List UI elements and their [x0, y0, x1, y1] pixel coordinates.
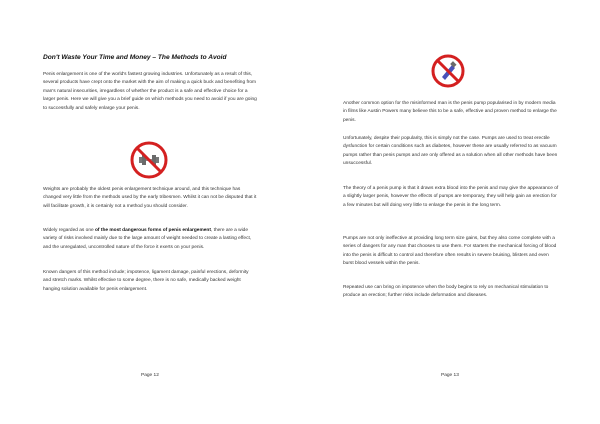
dangerous-text-end: , there are a wide variety of risks involved mainly due to the large amount of weight needed to create a lasting effect, and the unregulated, uncontrolled nature of the force it exerts on your penis.: [43, 228, 252, 250]
paragraph-known-dangers: Known dangers of this method include; impotence, ligament damage, painful erections, deformity and stretch marks. Whilst effective to some degree, there is no safe, medically backed weight hanging solution available for penis enlargement.: [43, 270, 249, 292]
paragraph-pump-impotence: Repeated use can bring on impotence when the body begins to rely on mechanical stimulation to produce an erection; further risks include deformation and diseases.: [343, 285, 549, 299]
paragraph-pump-theory: The theory of a penis pump is that it draws extra blood into the penis and may give the appearance of a slightly larger penis, however the effects of pumps are temporary, they will help gain an erection for a few minutes but will doing very little to enlarge the penis in the long term.: [343, 186, 559, 208]
section-title: Don't Waste Your Time and Money – The Methods to Avoid: [43, 54, 227, 61]
page-number-left: Page 12: [141, 373, 159, 378]
paragraph-pump-intro: Another common option for the misinformed man is the penis pump popularised in by modern media in films like Austin Powers many believe this to be a safe, effective and proven method to enlarge the penis.: [343, 101, 557, 123]
dangerous-text-bold: of the most dangerous forms of penis enlargement: [95, 228, 211, 233]
no-pump-icon: [430, 53, 466, 89]
paragraph-pump-dangers: Pumps are not only ineffective at providing long term size gains, but they also come complete with a series of dangers for any man that chooses to use them. For starters the mechanical forcing of blood into the penis is difficult to control and therefore often results in severe bruising, blisters and even burst blood vessels within the penis.: [343, 236, 557, 267]
no-weights-icon: [129, 140, 169, 180]
paragraph-weights: Weights are probably the oldest penis enlargement technique around, and this technique has changed very little from the methods used by the early tribesmen. Whilst it can not be disputed that it will facilitate growth, it is certainly not a method you should consider.: [43, 187, 257, 209]
right-page: [300, 0, 600, 424]
paragraph-dangerous: [43, 227, 257, 252]
paragraph-intro: Penis enlargement is one of the world's fastest growing industries. Unfortunately as a result of this, several products have crept onto the market with the aim of making a quick buck and benefiting from man's natural insecurities, irregardless of whether the product is a safe and effective choice for a larger penis. Here we will give you a brief guide on which methods you need to avoid if you are going to successfully and safely enlarge your penis.: [43, 72, 257, 111]
page-number-right: Page 13: [441, 373, 459, 378]
paragraph-pump-popularity: Unfortunately, despite their popularity, this is simply not the case. Pumps are used to treat erectile dysfunction for certain conditions such as diabetes, however these are usually referred to as vacuum pumps rather than penis pumps and are only offered as a solution when all other methods have been unsuccessful.: [343, 136, 558, 167]
dangerous-text-start: Widely regarded as one: [43, 228, 95, 233]
